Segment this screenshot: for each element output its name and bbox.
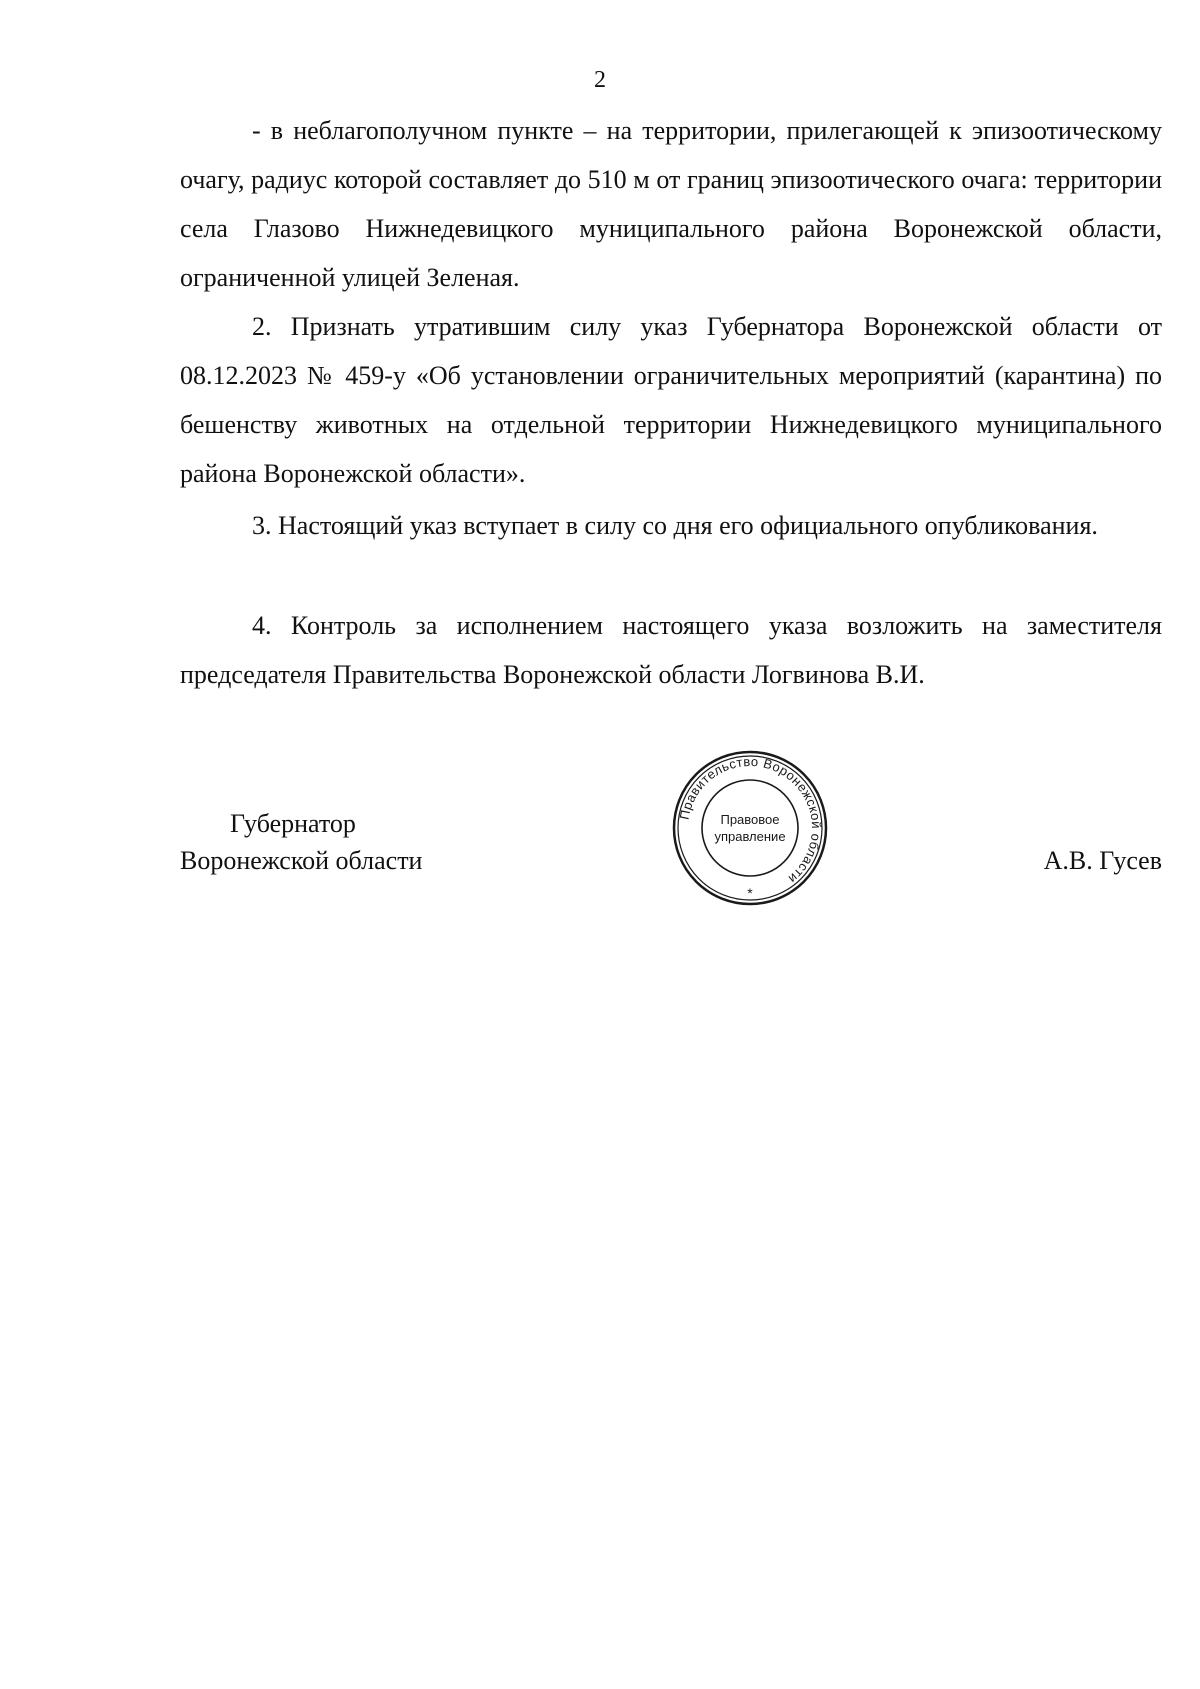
paragraph-4-text: 4. Контроль за исполнением настоящего указа возложить на заместителя председателя Правительства Воронежской области Логвинова В.И. (180, 611, 1162, 689)
paragraph-1-text: - в неблагополучном пункте – на территории, прилегающей к эпизоотическому очагу, радиус которой составляет до 510 м от границ эпизоотического очага: территории села Глазово Нижнедевицкого муниципального района Воронежской области, ограниченной улицей Зеленая. (180, 116, 1162, 292)
signer-title (180, 805, 422, 879)
paragraph-3-text: 3. Настоящий указ вступает в силу со дня его официального опубликования. (252, 511, 1098, 540)
signer-title-line-2: Воронежской области (180, 846, 423, 875)
seal-inner-line-1: Правовое (720, 812, 780, 827)
paragraph-3 (180, 501, 1162, 550)
paragraph-1 (180, 106, 1162, 302)
paragraph-2 (180, 302, 1162, 498)
paragraph-2-text: 2. Признать утратившим силу указ Губернатора Воронежской области от 08.12.2023 № 459-у «Об установлении ограничительных мероприятий (карантина) по бешенству животных на отдельной территории Нижнедевицкого муниципального района Воронежской области». (180, 312, 1162, 488)
seal-inner-ring (702, 780, 798, 876)
official-seal-stamp (670, 748, 830, 908)
page-number: 2 (594, 67, 606, 93)
seal-star: * (747, 885, 753, 901)
signer-title-line-1: Губернатор (230, 809, 356, 838)
paragraph-4 (180, 601, 1162, 699)
seal-outer-ring (674, 752, 826, 904)
seal-inner-line-2: управление (714, 829, 786, 844)
seal-outer-text: Правительство Воронежской области (676, 753, 825, 887)
signer-name: А.В. Гусев (1043, 846, 1162, 875)
